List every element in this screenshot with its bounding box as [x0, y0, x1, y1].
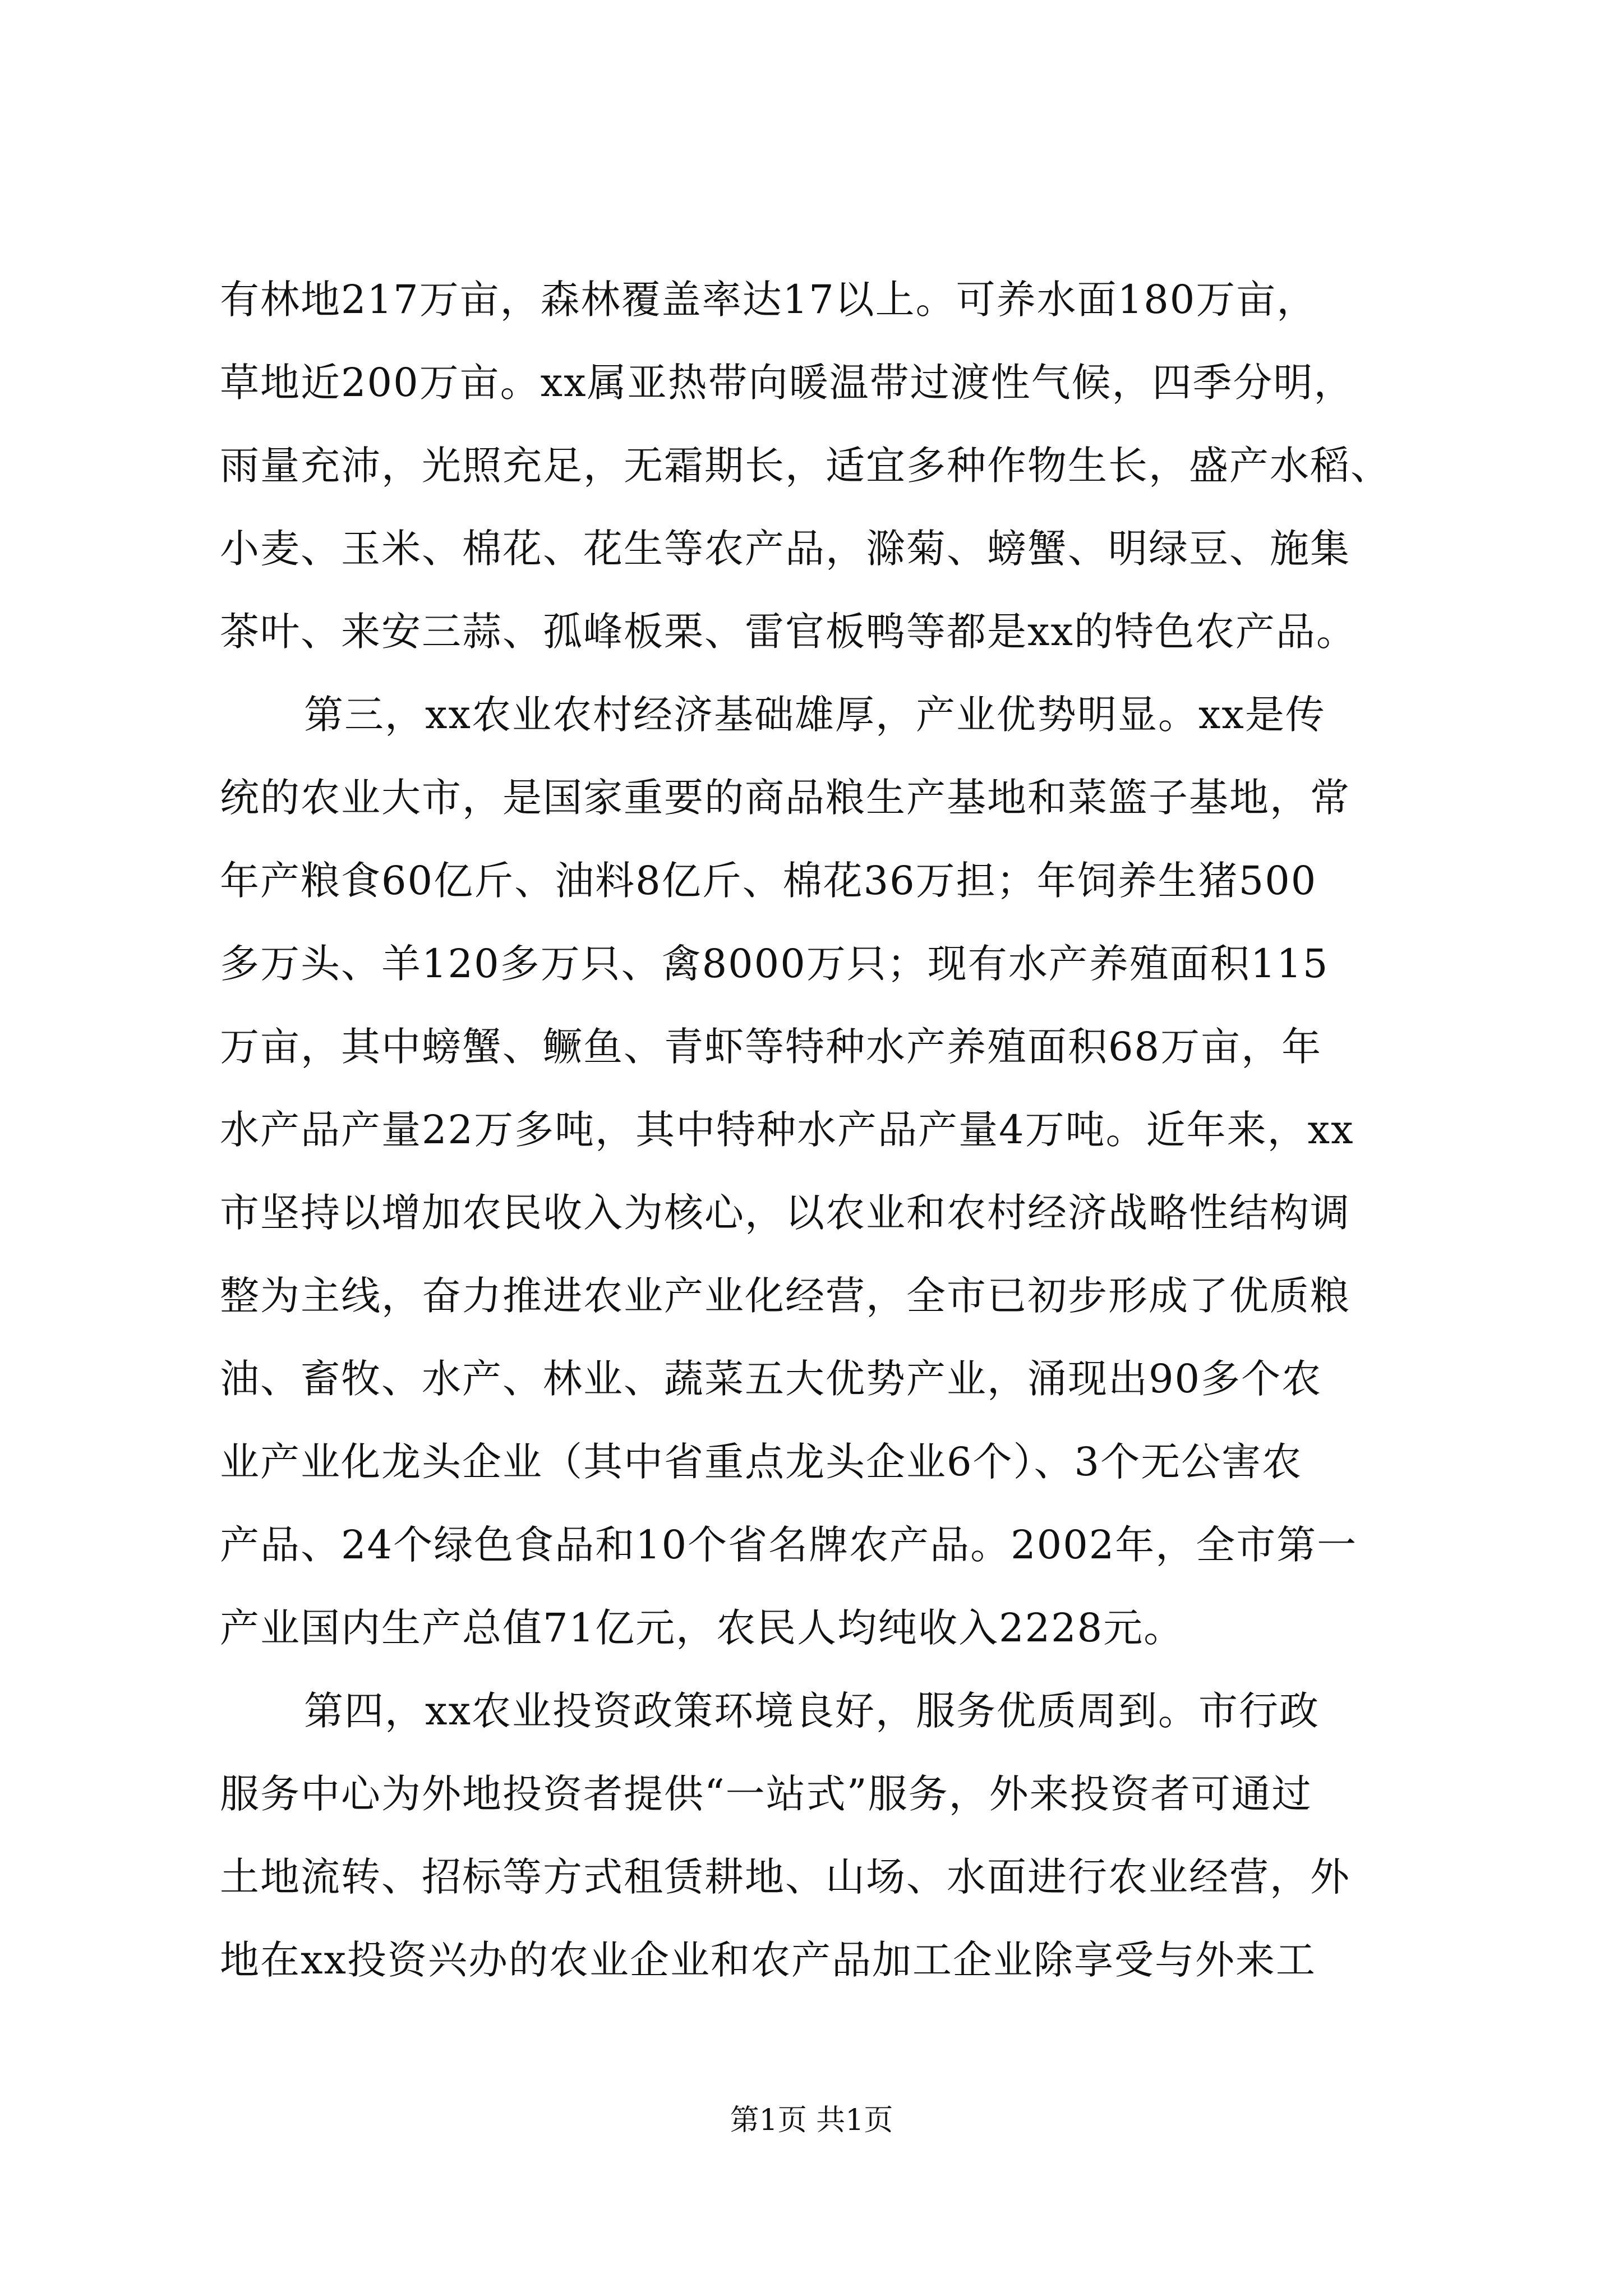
text-line: 产品、24个绿色食品和10个省名牌农产品。2002年，全市第一	[220, 1522, 1358, 1568]
text-line: 油、畜牧、水产、林业、蔬菜五大优势产业，涌现出90多个农	[220, 1356, 1322, 1402]
body-text	[220, 258, 1442, 2001]
text-line: 小麦、玉米、棉花、花生等农产品，滁菊、螃蟹、明绿豆、施集	[220, 526, 1350, 572]
text-line: 服务中心为外地投资者提供“一站式”服务，外来投资者可通过	[220, 1771, 1312, 1817]
text-line: 土地流转、招标等方式租赁耕地、山场、水面进行农业经营，外	[220, 1854, 1350, 1900]
text-line: 茶叶、来安三蒜、孤峰板栗、雷官板鸭等都是xx的特色农产品。	[220, 609, 1357, 655]
page-footer: 第1页 共1页	[730, 2104, 893, 2137]
text-line: 有林地217万亩，森林覆盖率达17以上。可养水面180万亩，	[220, 277, 1317, 323]
paragraph-start-line: 第三，xx农业农村经济基础雄厚，产业优势明显。xx是传	[304, 692, 1326, 738]
text-line: 产业国内生产总值71亿元，农民人均纯收入2228元。	[220, 1605, 1184, 1651]
text-line: 统的农业大市，是国家重要的商品粮生产基地和菜篮子基地，常	[220, 775, 1350, 821]
paragraph-start-line: 第四，xx农业投资政策环境良好，服务优质周到。市行政	[304, 1688, 1320, 1734]
text-line: 业产业化龙头企业（其中省重点龙头企业6个）、3个无公害农	[220, 1439, 1303, 1485]
text-line: 市坚持以增加农民收入为核心，以农业和农村经济战略性结构调	[220, 1190, 1350, 1236]
text-line: 雨量充沛，光照充足，无霜期长，适宜多种作物生长，盛产水稻、	[220, 443, 1391, 489]
text-line: 万亩，其中螃蟹、鳜鱼、青虾等特种水产养殖面积68万亩，年	[220, 1024, 1322, 1070]
text-line: 整为主线，奋力推进农业产业化经营，全市已初步形成了优质粮	[220, 1273, 1350, 1319]
text-line: 水产品产量22万多吨，其中特种水产品产量4万吨。近年来，xx	[220, 1107, 1354, 1153]
text-line: 多万头、羊120多万只、禽8000万只；现有水产养殖面积115	[220, 941, 1329, 987]
text-line: 年产粮食60亿斤、油料8亿斤、棉花36万担；年饲养生猪500	[220, 858, 1317, 904]
text-line: 草地近200万亩。xx属亚热带向暖温带过渡性气候，四季分明，	[220, 360, 1354, 406]
text-line: 地在xx投资兴办的农业企业和农产品加工企业除享受与外来工	[220, 1937, 1316, 1983]
